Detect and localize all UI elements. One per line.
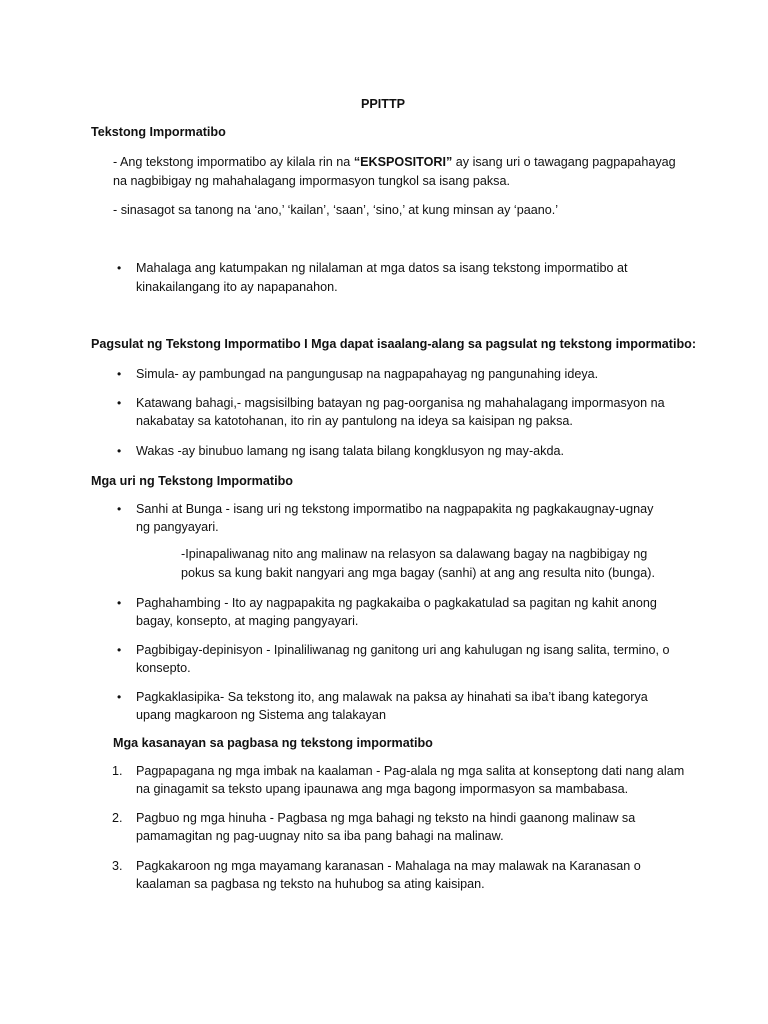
list-item-text: upang magkaroon ng Sistema ang talakayan [136,708,386,722]
list-item-text: Paghahambing - Ito ay nagpapakita ng pagkakaiba o pagkakatulad sa pagitan ng kahit anong [136,596,657,610]
list-item-text: Pagbibigay-depinisyon - Ipinaliliwanag ng ganitong uri ang kahulugan ng isang salita, termino, o [136,643,670,657]
numbered-item-text: pamamagitan ng pag-uugnay nito sa iba pang bahagi na malinaw. [136,829,504,843]
sub-paragraph-text: pokus sa kung bakit nangyari ang mga bagay (sanhi) at ang ang resulta nito (bunga). [181,566,655,580]
list-number: 2. [112,811,123,825]
numbered-item-text: kaalaman sa pagbasa ng teksto na huhubog sa ating kaisipan. [136,877,485,891]
document-title: PPITTP [361,97,406,111]
paragraph-line [113,153,676,172]
numbered-item-text: Pagkakaroon ng mga mayamang karanasan - Mahalaga na may malawak na Karanasan o [136,859,641,873]
list-number: 1. [112,764,123,778]
bullet-icon: • [117,643,122,657]
bullet-icon: • [117,596,122,610]
list-number: 3. [112,859,123,873]
paragraph-line: - sinasagot sa tanong na ‘ano,’ ‘kailan’, ‘saan’, ‘sino,’ at kung minsan ay ‘paano.’ [113,203,559,217]
bullet-icon: • [117,690,122,704]
paragraph-text: - Ang tekstong impormatibo ay kilala rin na [113,155,354,169]
bullet-icon: • [117,502,122,516]
section-heading-tekstong-impormatibo: Tekstong Impormatibo [91,125,226,139]
section-heading-pagsulat: Pagsulat ng Tekstong Impormatibo I Mga dapat isaalang-alang sa pagsulat ng tekstong impormatibo: [91,337,697,351]
bullet-icon: • [117,261,122,275]
list-item-text: ng pangyayari. [136,520,219,534]
numbered-item-text: Pagpapagana ng mga imbak na kaalaman - Pag-alala ng mga salita at konseptong dati nang alam [136,764,685,778]
section-heading-mga-uri: Mga uri ng Tekstong Impormatibo [91,474,293,488]
paragraph-line: na nagbibigay ng mahahalagang impormasyon tungkol sa isang paksa. [113,174,510,188]
list-item-text: konsepto. [136,661,191,675]
list-item-text: bagay, konsepto, at maging pangyayari. [136,614,359,628]
section-heading-kasanayan: Mga kasanayan sa pagbasa ng tekstong impormatibo [113,736,433,750]
list-item-text: Pagkaklasipika- Sa tekstong ito, ang malawak na paksa ay hinahati sa iba’t ibang kategorya [136,690,648,704]
list-item-text: Simula- ay pambungad na pangungusap na nagpapahayag ng pangunahing ideya. [136,367,599,381]
emphasized-term: “EKSPOSITORI” [353,155,453,169]
sub-paragraph-text: -Ipinapaliwanag nito ang malinaw na relasyon sa dalawang bagay na nagbibigay ng [181,547,648,561]
paragraph-text: ay isang uri o tawagang pagpapahayag [452,155,676,169]
bullet-icon: • [117,396,122,410]
bullet-icon: • [117,367,122,381]
numbered-item-text: Pagbuo ng mga hinuha - Pagbasa ng mga bahagi ng teksto na hindi gaanong malinaw sa [136,811,636,825]
list-item-text: kinakailangang ito ay napapanahon. [136,280,338,294]
list-item-text: Sanhi at Bunga - isang uri ng tekstong impormatibo na nagpapakita ng pagkakaugnay-ugnay [136,502,654,516]
bullet-icon: • [117,444,122,458]
list-item-text: Mahalaga ang katumpakan ng nilalaman at mga datos sa isang tekstong impormatibo at [136,261,628,275]
list-item-text: Katawang bahagi,- magsisilbing batayan ng pag-oorganisa ng mahahalagang impormasyon na [136,396,665,410]
list-item-text: nakabatay sa katotohanan, ito rin ay pantulong na ideya sa kaisipan ng paksa. [136,414,573,428]
list-item-text: Wakas -ay binubuo lamang ng isang talata bilang kongklusyon ng may-akda. [136,444,564,458]
numbered-item-text: na ginagamit sa teksto upang ipaunawa ang mga bagong impormasyon sa mambabasa. [136,782,629,796]
